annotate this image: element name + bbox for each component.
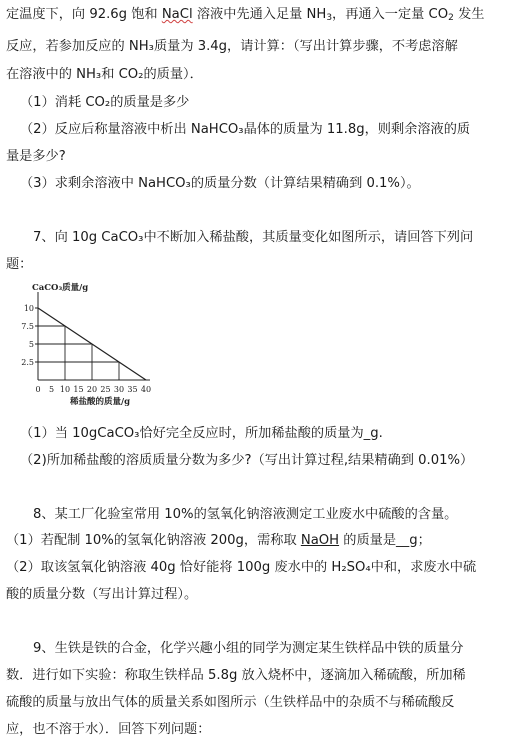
q7-sub-question-2: （2)所加稀盐酸的溶质质量分数为多少?（写出计算过程,结果精确到 0.01%） — [20, 453, 474, 468]
y-tick-label: 5 — [28, 340, 34, 349]
q8-sub-question-2: （2）取该氢氧化钠溶液 40g 恰好能将 100g 废水中的 H₂SO₄中和，求废水中硫 — [6, 560, 477, 575]
q7-line-1: 7、向 10g CaCO₃中不断加入稀盐酸，其质量变化如图所示，请回答下列问 — [33, 230, 474, 245]
q9-line-1: 9、生铁是铁的合金，化学兴趣小组的同学为测定某生铁样品中铁的质量分 — [33, 641, 464, 656]
x-tick-label: 35 — [127, 385, 138, 394]
x-tick-label: 25 — [100, 385, 111, 394]
x-tick-label: 5 — [48, 385, 55, 394]
y-tick-label: 7.5 — [21, 322, 34, 331]
q9-line-2: 数．进行如下实验：称取生铁样品 5.8g 放入烧杯中，逐滴加入稀硫酸，所加稀 — [6, 668, 466, 683]
naoh-term: NaOH — [300, 533, 340, 548]
q6-line-2: 反应，若参加反应的 NH₃质量为 3.4g，请计算：（写出计算步骤，不考虑溶解 — [6, 39, 458, 54]
q9-line-3: 硫酸的质量与放出气体的质量关系如图所示（生铁样品中的杂质不与稀硫酸反 — [6, 695, 455, 710]
x-tick-label: 30 — [113, 385, 125, 394]
y-tick-label: 10 — [23, 304, 34, 313]
nacl-term: NaCl — [161, 7, 193, 22]
x-tick-label: 0 — [35, 385, 41, 394]
q6-sub-question-3: （3）求剩余溶液中 NaHCO₃的质量分数（计算结果精确到 0.1%）。 — [20, 176, 420, 191]
q8-sub-question-1: （1）若配制 10%的氢氧化钠溶液 200g，需称取 NaOH 的质量是__g； — [6, 533, 431, 548]
q6-line-3: 在溶液中的 NH₃和 CO₂的质量）． — [6, 67, 203, 82]
q7-chart — [6, 280, 176, 420]
x-tick-label: 10 — [59, 385, 71, 394]
y-axis-label: CaCO₃质量/g — [32, 283, 89, 293]
x-tick-label: 15 — [73, 385, 84, 394]
x-tick-label: 40 — [140, 385, 152, 394]
q6-sub-question-1: （1）消耗 CO₂的质量是多少 — [20, 95, 190, 110]
q6-sub-question-2-cont: 量是多少? — [6, 149, 66, 164]
q6-line-1: 定温度下，向 92.6g 饱和 NaCl 溶液中先通入足量 $NH_3$，再通入一定量 $CO_2$ 发生 — [6, 7, 485, 23]
q6-sub-question-2: （2）反应后称量溶液中析出 NaHCO₃晶体的质量为 11.8g，则剩余溶液的质 — [20, 122, 471, 137]
q7-line-2: 题： — [6, 257, 33, 272]
q8-sub-question-2-cont: 酸的质量分数（写出计算过程）。 — [6, 587, 198, 602]
x-axis-label: 稀盐酸的质量/g — [70, 397, 131, 407]
x-tick-label: 20 — [86, 385, 98, 394]
y-tick-label: 2.5 — [21, 358, 34, 367]
q7-sub-question-1: （1）当 10gCaCO₃恰好完全反应时，所加稀盐酸的质量为_g. — [20, 426, 383, 441]
q9-line-4: 应，也不溶于水）．回答下列问题： — [6, 722, 211, 737]
q8-line-1: 8、某工厂化验室常用 10%的氢氧化钠溶液测定工业废水中硫酸的含量。 — [33, 507, 458, 522]
